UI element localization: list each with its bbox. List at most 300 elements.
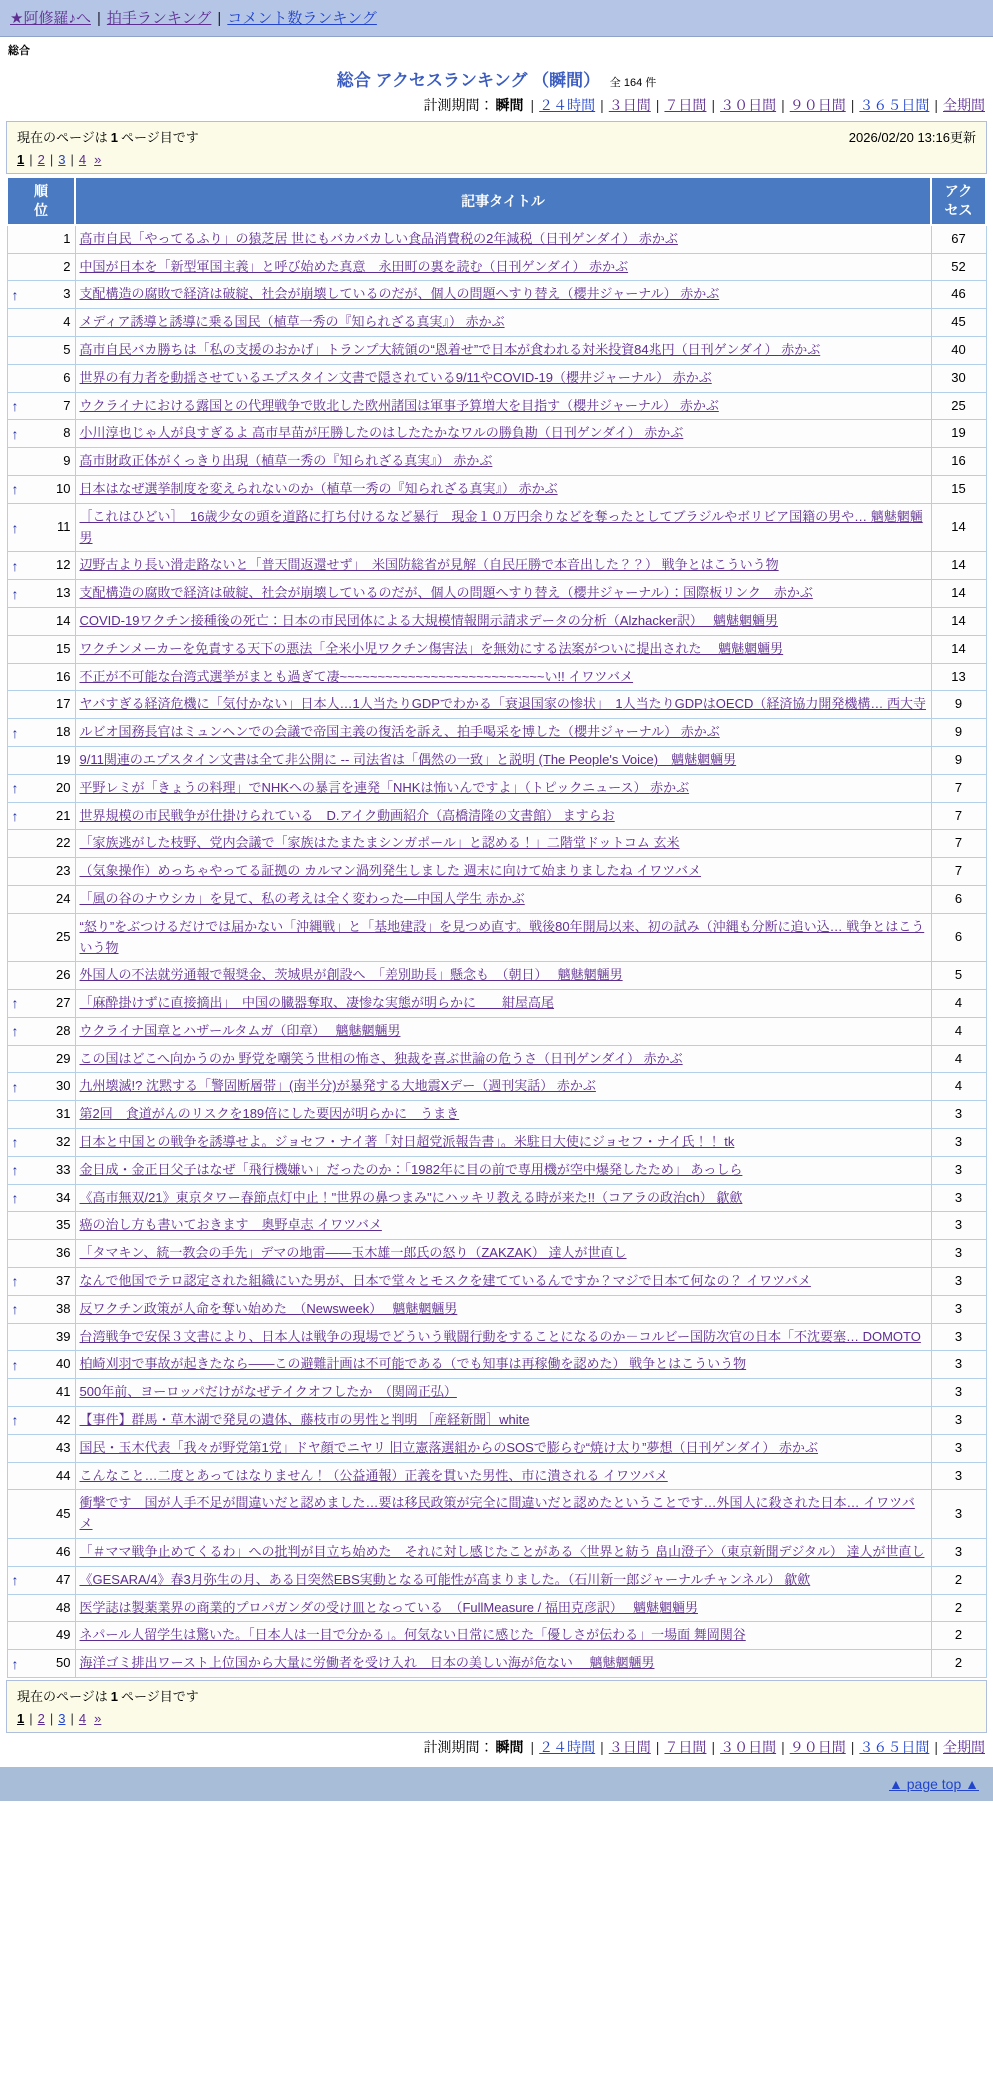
article-title-cell <box>75 1566 931 1594</box>
table-row <box>7 1240 986 1268</box>
article-link[interactable]: 平野レミが「きょうの料理」でNHKへの暴言を連発「NHKは怖いんですよ」（トピックニュース） 赤かぶ <box>79 779 690 795</box>
article-link[interactable]: 「タマキン、統一教会の手先」デマの地雷――玉木雄一郎氏の怒り（ZAKZAK） 達人が世直し <box>79 1245 627 1261</box>
site-home-link[interactable]: ★阿修羅♪へ <box>10 10 91 27</box>
pagination-page-link[interactable]: 2 <box>37 1711 45 1727</box>
rank-cell <box>7 364 75 392</box>
article-title-cell <box>75 913 931 962</box>
access-count: 5 <box>931 962 986 990</box>
article-title-cell <box>75 1017 931 1045</box>
access-count: 7 <box>931 774 986 802</box>
table-row <box>7 990 986 1018</box>
access-count: 3 <box>931 1129 986 1157</box>
table-row <box>7 1622 986 1650</box>
access-count: 3 <box>931 1295 986 1323</box>
rank-cell <box>7 1434 75 1462</box>
rank-cell <box>7 1566 75 1594</box>
access-count: 46 <box>931 281 986 309</box>
article-link[interactable]: 支配構造の腐敗で経済は破綻、社会が崩壊しているのだが、個人の問題へすり替え（櫻井ジャーナル）：国際板リンク 赤かぶ <box>79 585 813 601</box>
rank-cell <box>7 635 75 663</box>
article-link[interactable]: ルビオ国務長官はミュンヘンでの会議で帝国主義の復活を訴え、拍手喝采を博した（櫻井ジャーナル） 赤かぶ <box>79 724 720 740</box>
table-row <box>7 364 986 392</box>
table-row <box>7 1490 986 1539</box>
article-link[interactable]: この国はどこへ向かうのか 野党を嘲笑う世相の怖さ、独裁を喜ぶ世論の危うさ（日刊ゲンダイ） 赤かぶ <box>79 1050 683 1066</box>
separator: | <box>600 97 604 113</box>
article-title-cell <box>75 830 931 858</box>
access-count: 25 <box>931 392 986 420</box>
article-title-cell <box>75 1490 931 1539</box>
access-count: 19 <box>931 420 986 448</box>
table-row <box>7 1351 986 1379</box>
article-link[interactable]: 衝撃です 国が人手不足が間違いだと認めました…要は移民政策が完全に間違いだと認めたということです…外国人に殺された日本… イワツバメ <box>79 1495 915 1532</box>
article-title-cell <box>75 885 931 913</box>
article-link[interactable]: なんで他国でテロ認定された組織にいた男が、日本で堂々とモスクを建てているんですか？マジで日本て何なの？ イワツバメ <box>79 1273 811 1289</box>
table-row <box>7 774 986 802</box>
article-title-cell <box>75 802 931 830</box>
article-title-cell <box>75 774 931 802</box>
article-title-cell <box>75 607 931 635</box>
table-row <box>7 1184 986 1212</box>
up-arrow-icon: ↑ <box>11 585 19 602</box>
pagination-bottom <box>17 1711 976 1726</box>
rank-cell <box>7 1268 75 1296</box>
separator: | <box>49 1711 54 1727</box>
rank-cell <box>7 1351 75 1379</box>
article-link[interactable]: ウクライナ国章とハザールタムガ（印章） 魑魅魍魎男 <box>79 1022 401 1038</box>
rank-number: 50 <box>56 1655 71 1671</box>
rank-number: 31 <box>56 1106 71 1122</box>
article-link[interactable]: 9/11関連のエプスタイン文書は全て非公開に -- 司法省は「偶然の一致」と説明 (The People's Voice) 魑魅魍魎男 <box>79 751 737 767</box>
article-link[interactable]: 高市自民バカ勝ちは「私の支援のおかげ」トランプ大統領の“恩着せ”で日本が食われる対米投資84兆円（日刊ゲンダイ） 赤かぶ <box>79 341 821 357</box>
rank-number: 39 <box>56 1328 71 1344</box>
article-link[interactable]: 高市財政正体がくっきり出現（植草一秀の『知られざる真実』） 赤かぶ <box>79 453 493 469</box>
rank-number: 36 <box>56 1245 71 1261</box>
clap-ranking-link[interactable]: 拍手ランキング <box>106 10 212 27</box>
article-link[interactable]: （気象操作）めっちゃやってる証拠の カルマン渦列発生しました 週末に向けて始まりましたね イワツバメ <box>79 863 701 879</box>
rank-cell <box>7 1017 75 1045</box>
rank-cell <box>7 1184 75 1212</box>
table-row <box>7 580 986 608</box>
article-link[interactable]: “怒り”をぶつけるだけでは届かない「沖縄戦」と「基地建設」を見つめ直す。戦後80年開局以来、初の試み（沖縄も分断に追い込… 戦争とはこういう物 <box>79 918 925 955</box>
article-link[interactable]: 癌の治し方も書いておきます 奥野卓志 イワツバメ <box>79 1217 382 1233</box>
table-row <box>7 1407 986 1435</box>
separator: | <box>530 1739 535 1756</box>
article-link[interactable]: 辺野古より長い滑走路ないと「普天間返還せず」 米国防総省が見解（自民圧勝で本音出した？？） 戦争とはこういう物 <box>79 557 779 573</box>
access-count: 2 <box>931 1650 986 1678</box>
access-count: 52 <box>931 253 986 281</box>
separator: | <box>49 152 54 167</box>
rank-cell <box>7 475 75 503</box>
access-count: 3 <box>931 1462 986 1490</box>
access-count: 3 <box>931 1379 986 1407</box>
separator: | <box>29 1711 33 1727</box>
article-link[interactable]: ネパール人留学生は驚いた。「日本人は一目で分かる」。何気ない日常に感じた「優しさが伝わる」一場面 舞岡関谷 <box>79 1627 746 1643</box>
period-label: 計測期間： <box>423 1739 494 1756</box>
table-row <box>7 1462 986 1490</box>
rank-number: 24 <box>56 890 71 906</box>
period-link[interactable]: ７日間 <box>664 97 707 113</box>
article-link[interactable]: 「＃ママ戦争止めてくるわ」への批判が目立ち始めた それに対し感じたことがある〈世界と紡う 畠山澄子〉（東京新聞デジタル） 達人が世直し <box>79 1544 925 1560</box>
current-page-text: 現在のページは 1 ページ目です <box>17 1689 199 1705</box>
table-row <box>7 1045 986 1073</box>
period-current: 瞬間 <box>495 1739 524 1756</box>
table-row <box>7 802 986 830</box>
up-arrow-icon: ↑ <box>11 780 19 797</box>
pagination-current: 1 <box>17 152 25 167</box>
footer-bar <box>0 1767 993 1801</box>
table-row <box>7 1323 986 1351</box>
up-arrow-icon: ↑ <box>11 286 19 303</box>
table-row <box>7 281 986 309</box>
separator: | <box>217 10 222 27</box>
rank-cell <box>7 1295 75 1323</box>
article-link[interactable]: 世界規模の市民戦争が仕掛けられている D.アイク動画紹介（高橋清隆の文書館） ますらお <box>79 807 615 823</box>
separator: | <box>530 97 535 113</box>
access-count: 2 <box>931 1594 986 1622</box>
period-label: 計測期間： <box>423 97 494 113</box>
rank-cell <box>7 990 75 1018</box>
rank-number: 12 <box>56 557 71 573</box>
article-link[interactable]: 《GESARA/4》春3月弥生の月、ある日突然EBS実動となる可能性が高まりました。（石川新一郎ジャーナルチャンネル） 歙歛 <box>79 1571 811 1587</box>
access-count: 14 <box>931 607 986 635</box>
access-count: 40 <box>931 336 986 364</box>
article-link[interactable]: メディア誘導と誘導に乗る国民（植草一秀の『知られざる真実』） 赤かぶ <box>79 314 505 330</box>
up-arrow-icon: ↑ <box>11 807 19 824</box>
article-link[interactable]: 九州壊滅!? 沈黙する「警固断層帯」(南半分)が暴発する大地震Xデー（週刊実話） 赤かぶ <box>79 1078 596 1094</box>
rank-cell <box>7 1622 75 1650</box>
access-count: 3 <box>931 1539 986 1567</box>
access-count: 45 <box>931 309 986 337</box>
article-title-cell <box>75 1323 931 1351</box>
table-row <box>7 1594 986 1622</box>
up-arrow-icon: ↑ <box>11 1572 19 1589</box>
table-row <box>7 336 986 364</box>
article-title-cell <box>75 1184 931 1212</box>
article-link[interactable]: ヤバすぎる経済危機に「気付かない」日本人…1人当たりGDPでわかる「衰退国家の惨状」 1人当たりGDPはOECD（経済協力開発機構… 西大寺 <box>79 696 926 712</box>
table-row <box>7 1650 986 1678</box>
rank-number: 35 <box>56 1217 71 1233</box>
access-count: 67 <box>931 225 986 253</box>
separator: | <box>934 97 938 113</box>
rank-cell <box>7 1490 75 1539</box>
access-count: 3 <box>931 1184 986 1212</box>
period-link[interactable]: ２４時間 <box>539 97 596 113</box>
rank-cell <box>7 1240 75 1268</box>
article-title-cell <box>75 746 931 774</box>
period-current: 瞬間 <box>495 97 524 113</box>
column-header-rank: 順位 <box>7 177 75 225</box>
table-row <box>7 1129 986 1157</box>
access-count: 3 <box>931 1434 986 1462</box>
up-arrow-icon: ↑ <box>11 1162 19 1179</box>
article-title-cell <box>75 990 931 1018</box>
table-row <box>7 1156 986 1184</box>
rank-cell <box>7 1129 75 1157</box>
article-link[interactable]: 世界の有力者を動揺させているエプスタイン文書で隠されている9/11やCOVID-19（櫻井ジャーナル） 赤かぶ <box>79 369 712 385</box>
separator: | <box>781 1739 785 1756</box>
rank-cell <box>7 580 75 608</box>
table-row <box>7 1434 986 1462</box>
article-title-cell <box>75 253 931 281</box>
access-count: 3 <box>931 1212 986 1240</box>
article-title-cell <box>75 858 931 886</box>
page-info-box-top <box>6 121 987 174</box>
pagination-page-link[interactable]: 4 <box>78 152 87 167</box>
access-count: 9 <box>931 691 986 719</box>
rank-cell <box>7 1650 75 1678</box>
article-link[interactable]: 反ワクチン政策が人命を奪い始めた （Newsweek） 魑魅魍魎男 <box>79 1300 458 1316</box>
rank-cell <box>7 253 75 281</box>
separator: | <box>781 97 785 113</box>
article-link[interactable]: 高市自民「やってるふり」の猿芝居 世にもバカバカしい食品消費税の2年減税（日刊ゲンダイ） 赤かぶ <box>79 230 678 246</box>
access-count: 4 <box>931 1017 986 1045</box>
article-title-cell <box>75 580 931 608</box>
rank-cell <box>7 830 75 858</box>
rank-number: 42 <box>56 1412 71 1428</box>
rank-cell <box>7 746 75 774</box>
table-row <box>7 552 986 580</box>
page-top-link[interactable]: ▲ page top ▲ <box>889 1776 979 1793</box>
article-link[interactable]: 「風の谷のナウシカ」を見て、私の考えは全く変わった―中国人学生 赤かぶ <box>79 890 525 906</box>
period-link[interactable]: 全期間 <box>943 97 985 113</box>
article-link[interactable]: 柏崎刈羽で事故が起きたなら――この避難計画は不可能である（でも知事は再稼働を認めた） 戦争とはこういう物 <box>79 1356 747 1372</box>
article-link[interactable]: 【事件】群馬・草木湖で発見の遺体、藤枝市の男性と判明 ［産経新聞］white <box>79 1412 530 1428</box>
access-count: 7 <box>931 802 986 830</box>
rank-cell <box>7 774 75 802</box>
access-count: 3 <box>931 1156 986 1184</box>
pagination-page-link[interactable]: 4 <box>78 1711 87 1727</box>
period-link[interactable]: ９０日間 <box>789 1739 846 1756</box>
rank-number: 4 <box>63 314 71 330</box>
column-header-access: アクセス <box>931 177 986 225</box>
current-page-text: 現在のページは 1 ページ目です <box>17 130 199 145</box>
rank-cell <box>7 913 75 962</box>
table-row <box>7 1073 986 1101</box>
pagination-next-link[interactable]: » <box>94 1711 102 1727</box>
separator: | <box>70 152 74 167</box>
article-title-cell <box>75 1622 931 1650</box>
up-arrow-icon: ↑ <box>11 397 19 414</box>
article-link[interactable]: 海洋ゴミ排出ワースト上位国から大量に労働者を受け入れ 日本の美しい海が危ない 魑魅魍魎男 <box>79 1655 655 1671</box>
article-link[interactable]: 不正が不可能な台湾式選挙がまとも過ぎて凄~~~~~~~~~~~~~~~~~~~~~~~~~~~い!! イワツバメ <box>79 668 634 684</box>
article-title-cell <box>75 1650 931 1678</box>
rank-cell <box>7 392 75 420</box>
period-link[interactable]: ３６５日間 <box>859 97 930 113</box>
access-count: 3 <box>931 1240 986 1268</box>
rank-number: 19 <box>56 751 71 767</box>
rank-number: 37 <box>56 1273 71 1289</box>
rank-number: 34 <box>56 1189 71 1205</box>
article-link[interactable]: 「麻酔掛けずに直接摘出」 中国の臓器奪取、凄惨な実態が明らかに 紺屋高尾 <box>79 995 555 1011</box>
table-row <box>7 475 986 503</box>
rank-number: 21 <box>56 807 71 823</box>
period-link[interactable]: ９０日間 <box>789 97 846 113</box>
article-title-cell <box>75 691 931 719</box>
rank-number: 40 <box>56 1356 71 1372</box>
separator: | <box>600 1739 604 1756</box>
site-header <box>0 0 993 37</box>
rank-cell <box>7 1073 75 1101</box>
article-title-cell <box>75 1434 931 1462</box>
table-row <box>7 1295 986 1323</box>
table-row <box>7 503 986 552</box>
article-title-cell <box>75 448 931 476</box>
article-link[interactable]: 外国人の不法就労通報で報奨金、茨城県が創設へ 「差別助長」懸念も （朝日） 魑魅魍魎男 <box>79 967 623 983</box>
rank-number: 29 <box>56 1050 71 1066</box>
comment-ranking-link[interactable]: コメント数ランキング <box>227 10 377 27</box>
article-link[interactable]: こんなこと…二度とあってはなりません！（公益通報）正義を貫いた男性、市に潰される イワツバメ <box>79 1467 668 1483</box>
pagination-next-link[interactable]: » <box>94 152 102 167</box>
article-title-cell <box>75 1539 931 1567</box>
article-link[interactable]: 第2回 食道がんのリスクを189倍にした要因が明らかに うまき <box>79 1106 460 1122</box>
up-arrow-icon: ↑ <box>11 1412 19 1429</box>
rank-number: 11 <box>57 519 71 535</box>
period-link[interactable]: ３日間 <box>608 97 651 113</box>
rank-number: 3 <box>63 286 71 302</box>
rank-number: 45 <box>56 1505 71 1521</box>
article-link[interactable]: 医学誌は製薬業界の商業的プロパガンダの受け皿となっている （FullMeasure / 福田克彦訳） 魑魅魍魎男 <box>79 1599 698 1615</box>
up-arrow-icon: ↑ <box>11 425 19 442</box>
table-row <box>7 448 986 476</box>
period-link[interactable]: ２４時間 <box>539 1739 596 1756</box>
period-link[interactable]: ７日間 <box>664 1739 707 1756</box>
article-title-cell <box>75 475 931 503</box>
page-title: 総合 アクセスランキング （瞬間） <box>336 71 601 90</box>
table-row <box>7 962 986 990</box>
period-link[interactable]: ３６５日間 <box>859 1739 930 1756</box>
period-bar-top <box>8 95 985 115</box>
access-count: 2 <box>931 1566 986 1594</box>
rank-number: 46 <box>56 1544 71 1560</box>
article-link[interactable]: 日本と中国との戦争を誘導せよ。ジョセフ・ナイ著「対日超党派報告書」。米駐日大使にジョセフ・ナイ氏！！ tk <box>79 1134 735 1150</box>
rank-number: 1 <box>63 230 71 246</box>
rank-cell <box>7 1539 75 1567</box>
article-link[interactable]: ［これはひどい］ 16歳少女の頭を道路に打ち付けるなど暴行 現金１０万円余りなどを奪ったとしてブラジルやボリビア国籍の男や… 魑魅魍魎男 <box>79 508 923 545</box>
article-link[interactable]: 500年前、ヨーロッパだけがなぜテイクオフしたか （関岡正弘） <box>79 1384 457 1400</box>
rank-cell <box>7 420 75 448</box>
rank-number: 27 <box>56 995 71 1011</box>
rank-cell <box>7 802 75 830</box>
article-title-cell <box>75 663 931 691</box>
access-count: 13 <box>931 663 986 691</box>
pagination-top <box>17 152 976 167</box>
article-link[interactable]: 国民・玉木代表「我々が野党第1党」ドヤ顔でニヤリ 旧立憲落選組からのSOSで膨らむ“焼け太り”夢想（日刊ゲンダイ） 赤かぶ <box>79 1439 819 1455</box>
up-arrow-icon: ↑ <box>11 724 19 741</box>
up-arrow-icon: ↑ <box>11 1655 19 1672</box>
rank-number: 9 <box>63 453 71 469</box>
article-link[interactable]: ウクライナにおける露国との代理戦争で敗北した欧州諸国は軍事予算増大を目指す（櫻井ジャーナル） 赤かぶ <box>79 397 719 413</box>
rank-number: 6 <box>63 369 71 385</box>
article-title-cell <box>75 1268 931 1296</box>
article-link[interactable]: 《高市無双/21》東京タワー春節点灯中止！"世界の鼻つまみ"にハッキリ教える時が来た!!（コアラの政治ch） 歙歛 <box>79 1189 743 1205</box>
article-link[interactable]: 小川淳也じゃ人が良すぎるよ 高市早苗が圧勝したのはしたたかなワルの勝負勘（日刊ゲンダイ） 赤かぶ <box>79 425 684 441</box>
up-arrow-icon: ↑ <box>11 995 19 1012</box>
article-link[interactable]: 金日成・金正日父子はなぜ「飛行機嫌い」だったのか：「1982年に目の前で専用機が空中爆発したため」 あっしら <box>79 1161 743 1177</box>
access-count: 16 <box>931 448 986 476</box>
rank-number: 44 <box>56 1467 71 1483</box>
access-count: 30 <box>931 364 986 392</box>
table-row <box>7 746 986 774</box>
pagination-page-link[interactable]: 3 <box>58 152 66 167</box>
article-title-cell <box>75 503 931 552</box>
article-link[interactable]: COVID-19ワクチン接種後の死亡：日本の市民団体による大規模情報開示請求データの分析（Alzhacker訳） 魑魅魍魎男 <box>79 612 779 628</box>
table-row <box>7 913 986 962</box>
total-count: 全 164 件 <box>609 77 657 89</box>
table-row <box>7 858 986 886</box>
period-link[interactable]: ３０日間 <box>720 97 777 113</box>
table-row <box>7 1268 986 1296</box>
rank-number: 7 <box>63 397 71 413</box>
rank-number: 26 <box>56 967 71 983</box>
table-row <box>7 1539 986 1567</box>
article-title-cell <box>75 309 931 337</box>
separator: | <box>655 1739 660 1756</box>
table-row <box>7 663 986 691</box>
article-link[interactable]: 「家族逃がした枝野、党内会議で「家族はたまたまシンガポール」と認める！」二階堂ドットコム 玄米 <box>79 835 680 851</box>
article-title-cell <box>75 225 931 253</box>
access-count: 3 <box>931 1490 986 1539</box>
table-row <box>7 1379 986 1407</box>
article-link[interactable]: 日本はなぜ選挙制度を変えられないのか（植草一秀の『知られざる真実』） 赤かぶ <box>79 480 558 496</box>
up-arrow-icon: ↑ <box>11 1134 19 1151</box>
rank-number: 16 <box>56 668 71 684</box>
access-count: 7 <box>931 858 986 886</box>
rank-cell <box>7 448 75 476</box>
article-title-cell <box>75 1073 931 1101</box>
rank-cell <box>7 1101 75 1129</box>
access-count: 14 <box>931 580 986 608</box>
table-row <box>7 309 986 337</box>
article-title-cell <box>75 1351 931 1379</box>
access-count: 3 <box>931 1323 986 1351</box>
up-arrow-icon: ↑ <box>11 1078 19 1095</box>
rank-number: 18 <box>56 724 71 740</box>
table-row <box>7 691 986 719</box>
table-row <box>7 253 986 281</box>
access-count: 4 <box>931 1045 986 1073</box>
article-link[interactable]: ワクチンメーカーを免責する天下の悪法「全米小児ワクチン傷害法」を無効にする法案がついに提出された 魑魅魍魎男 <box>79 640 784 656</box>
article-link[interactable]: 台湾戦争で安保３文書により、日本人は戦争の現場でどういう戦闘行動をすることになるのか－コルビー国防次官の日本「不沈要塞… DOMOTO <box>79 1328 921 1344</box>
period-link[interactable]: ３０日間 <box>720 1739 777 1756</box>
up-arrow-icon: ↑ <box>11 481 19 498</box>
article-link[interactable]: 支配構造の腐敗で経済は破綻、社会が崩壊しているのだが、個人の問題へすり替え（櫻井ジャーナル） 赤かぶ <box>79 286 720 302</box>
rank-number: 32 <box>56 1134 71 1150</box>
rank-number: 49 <box>56 1627 71 1643</box>
article-link[interactable]: 中国が日本を「新型軍国主義」と呼び始めた真意 永田町の裏を読む（日刊ゲンダイ） 赤かぶ <box>79 258 629 274</box>
up-arrow-icon: ↑ <box>11 1356 19 1373</box>
pagination-page-link[interactable]: 2 <box>37 152 45 167</box>
period-link[interactable]: ３日間 <box>608 1739 651 1756</box>
article-title-cell <box>75 1101 931 1129</box>
rank-number: 41 <box>56 1384 71 1400</box>
article-title-cell <box>75 1240 931 1268</box>
article-title-cell <box>75 1594 931 1622</box>
rank-number: 22 <box>56 835 71 851</box>
article-title-cell <box>75 1045 931 1073</box>
separator: | <box>711 1739 716 1756</box>
separator: | <box>934 1739 938 1756</box>
pagination-page-link[interactable]: 3 <box>58 1711 66 1727</box>
article-title-cell <box>75 719 931 747</box>
period-link[interactable]: 全期間 <box>943 1739 985 1756</box>
rank-cell <box>7 552 75 580</box>
access-count: 15 <box>931 475 986 503</box>
access-count: 14 <box>931 503 986 552</box>
separator: | <box>850 97 855 113</box>
article-title-cell <box>75 635 931 663</box>
period-bar-bottom <box>8 1737 985 1757</box>
rank-cell <box>7 719 75 747</box>
rank-number: 47 <box>56 1571 71 1587</box>
